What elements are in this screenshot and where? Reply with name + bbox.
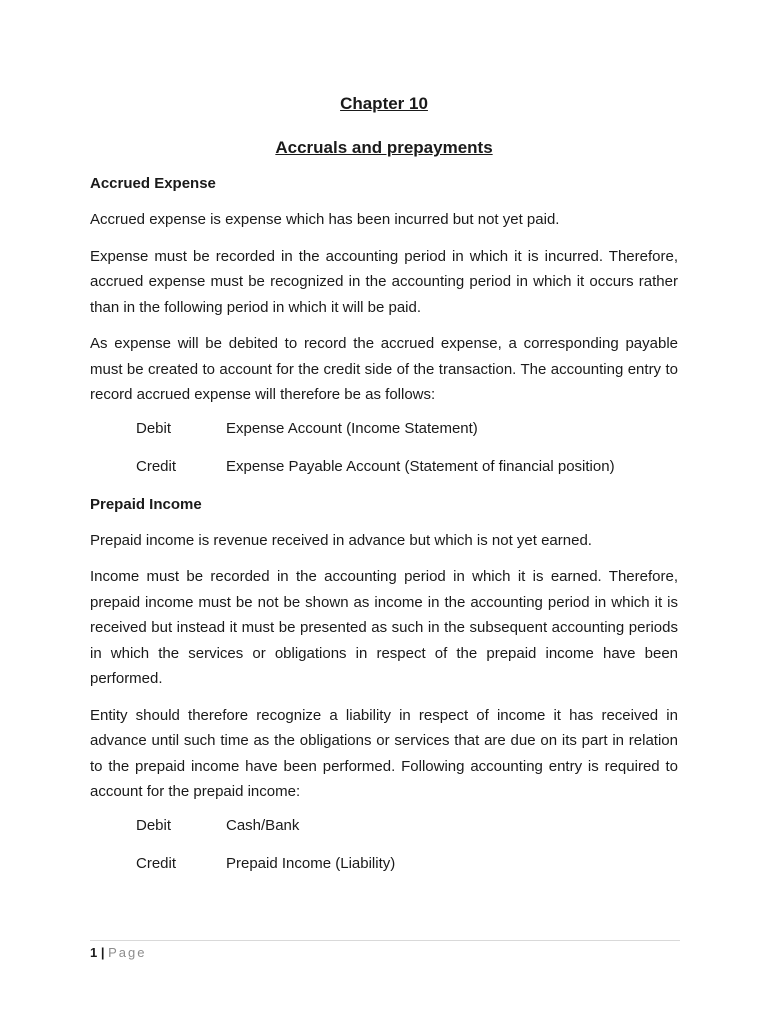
page-content — [90, 92, 678, 892]
page-separator: | — [100, 945, 105, 960]
chapter-title: Chapter 10 — [340, 94, 428, 113]
page-number: 1 — [90, 945, 98, 960]
journal-entry-debit-row — [90, 816, 678, 836]
entry-side-label: Credit — [136, 457, 177, 475]
page-label: Page — [108, 945, 147, 960]
prepaid-income-paragraph-1: Prepaid income is revenue received in advance but which is not yet earned. — [90, 531, 592, 549]
prepaid-income-paragraph-3: Entity should therefore recognize a liability in respect of income it has received in advance until such time as the obligations or services that are due on its part in relation to the prepaid income have been performed. Following accounting entry is required to account for the prepaid income: — [90, 706, 678, 800]
accrued-expense-paragraph-1: Accrued expense is expense which has been incurred but not yet paid. — [90, 211, 560, 228]
prepaid-income-paragraph-2: Income must be recorded in the accounting period in which it is earned. Therefore, prepaid income must be not be shown as income in the accounting period in which it is received but instead it must be presented as such in the subsequent accounting periods in which the services or obligations in respect of the prepaid income have been performed. — [90, 568, 678, 687]
accrued-expense-paragraph-2: Expense must be recorded in the accounting period in which it is incurred. Therefore, accrued expense must be recognized in the accounting period in which it occurs rather than in the following period in which it will be paid. — [90, 247, 678, 316]
journal-entry-credit-row — [90, 854, 678, 874]
section-heading-accrued-expense: Accrued Expense — [90, 175, 216, 192]
entry-account-label: Expense Account (Income Statement) — [226, 419, 478, 437]
entry-side-label: Credit — [136, 854, 177, 872]
entry-account-label: Prepaid Income (Liability) — [226, 854, 396, 872]
page-footer — [90, 940, 680, 962]
journal-entry-debit-row — [90, 419, 678, 439]
section-heading-prepaid-income: Prepaid Income — [90, 495, 202, 513]
accrued-expense-paragraph-3: As expense will be debited to record the accrued expense, a corresponding payable must be created to account for the credit side of the transaction. The accounting entry to record accrued expense will therefore be as follows: — [90, 335, 678, 403]
entry-side-label: Debit — [136, 419, 172, 437]
entry-account-label: Cash/Bank — [226, 816, 300, 834]
entry-account-label: Expense Payable Account (Statement of financial position) — [226, 457, 615, 475]
entry-side-label: Debit — [136, 816, 172, 834]
journal-entry-credit-row — [90, 457, 678, 477]
document-title: Accruals and prepayments — [275, 138, 493, 157]
